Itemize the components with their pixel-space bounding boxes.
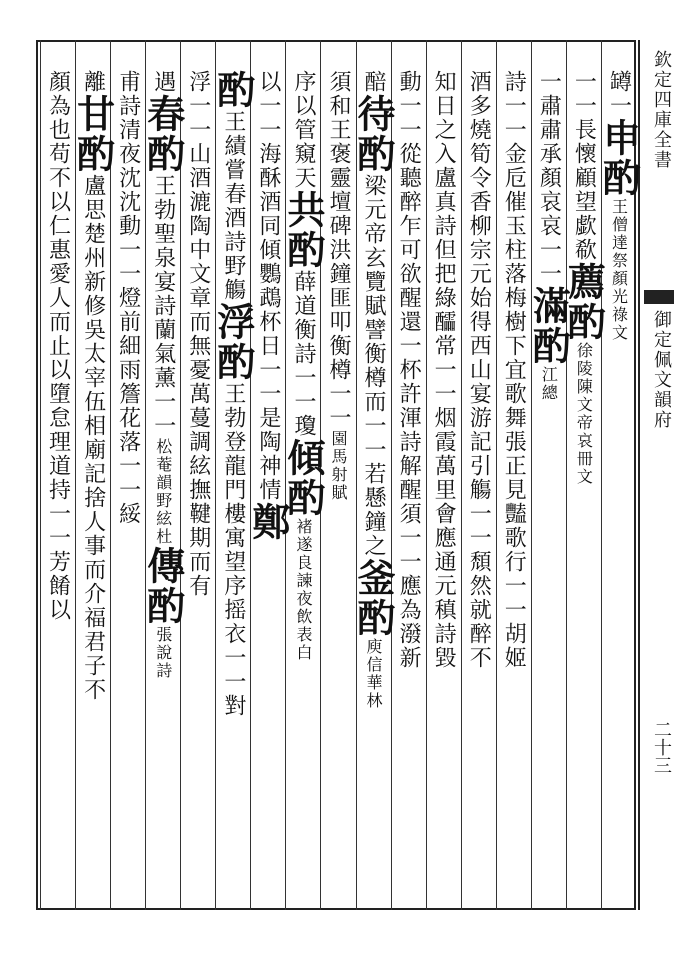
annotation-text: 江總	[539, 366, 559, 402]
body-text: 一一長懷顧望歔欷	[571, 70, 597, 262]
headword: 酌	[210, 70, 256, 110]
annotation-text: 張說詩	[153, 626, 173, 680]
headword: 甘酌	[70, 94, 116, 174]
headword: 浮酌	[210, 302, 256, 382]
body-text: 罇一	[606, 70, 632, 118]
headword: 釜酌	[351, 558, 397, 638]
body-text: 詩一一金卮催玉柱落梅樹下宜歌舞張正見豔歌行一一胡姬	[501, 70, 527, 670]
headword: 薦酌	[561, 262, 607, 342]
body-text: 酒多燒筍令香柳宗元始得西山宴游記引觴一一頹然就醉不	[466, 70, 492, 670]
text-column	[36, 70, 80, 622]
body-text: 日一一是陶神情	[255, 334, 281, 502]
body-text: 梁元帝玄覽賦譬衡樽而一一若懸鐘之	[361, 174, 387, 558]
body-text: 以一一海	[255, 70, 281, 166]
body-text: 王勃聖泉宴詩蘭氣薰一一	[150, 174, 176, 438]
headword: 鄭	[245, 502, 291, 542]
body-text: 須和王褒靈壇碑洪鐘匪叩衡樽一一	[326, 70, 351, 430]
page-gutter	[638, 40, 678, 910]
body-text: 為也苟不以仁惠愛人而止以墮怠理道持一一芳餚以	[45, 94, 71, 622]
annotation-text: 庾信華林	[364, 638, 384, 710]
body-text: 盧思楚州新修吳太宰伍相廟記捨人事而介福君子不	[80, 174, 106, 702]
annotation-text: 徐陵陳文帝哀冊文	[574, 342, 594, 486]
side-title-top: 欽定四庫全書	[651, 50, 672, 170]
body-text: 離	[80, 70, 106, 94]
annotation-text: 園馬射賦	[329, 430, 348, 502]
body-text: 顏	[45, 70, 71, 94]
body-text: 王勃登龍門樓寓望序摇衣一一對	[220, 382, 246, 718]
body-text: 文章而無憂萬蔓調絃撫鞬期而有	[185, 262, 211, 598]
headword: 傾酌	[280, 438, 326, 518]
body-text: 序以管窺天	[290, 70, 316, 190]
body-text: 一一綏	[115, 454, 141, 526]
headword: 共酌	[280, 190, 326, 270]
body-text: 浮一一山酒漉陶中	[185, 70, 211, 262]
annotation-text: 褚遂良諫夜飲表白	[293, 518, 313, 662]
gutter-fishtail-mark	[644, 290, 674, 304]
body-text: 動一一從聽醉乍可欲醒還一杯許渾詩解醒須一一應為潑新	[396, 70, 422, 670]
headword: 春酌	[140, 94, 186, 174]
headword: 待酌	[351, 94, 397, 174]
annotation-text: 松菴韻野絃杜	[153, 438, 173, 546]
body-text: 一肅肅承顏哀哀一一	[536, 70, 562, 286]
body-text: 醅	[361, 70, 387, 94]
body-text: 薛道衡詩一一瓊	[290, 270, 316, 438]
body-text: 遇	[150, 70, 176, 94]
annotation-text: 王僧達祭顏光祿文	[609, 198, 629, 342]
headword: 申酌	[596, 118, 642, 198]
body-text: 王績嘗春酒詩野觴	[220, 110, 246, 302]
side-book-title: 御定佩文韻府	[651, 310, 672, 430]
body-text: 甫詩清夜沈沈動一一燈前細雨簷花落	[115, 70, 141, 454]
page-number: 二十三	[651, 720, 672, 774]
body-text: 知日之入盧真詩但把綠醽常一一烟霞萬里會應通元稹詩毀	[431, 70, 457, 670]
headword: 滿酌	[526, 286, 572, 366]
headword: 傳酌	[140, 546, 186, 626]
body-text: 酥酒同傾鸚鵡杯	[255, 166, 281, 334]
